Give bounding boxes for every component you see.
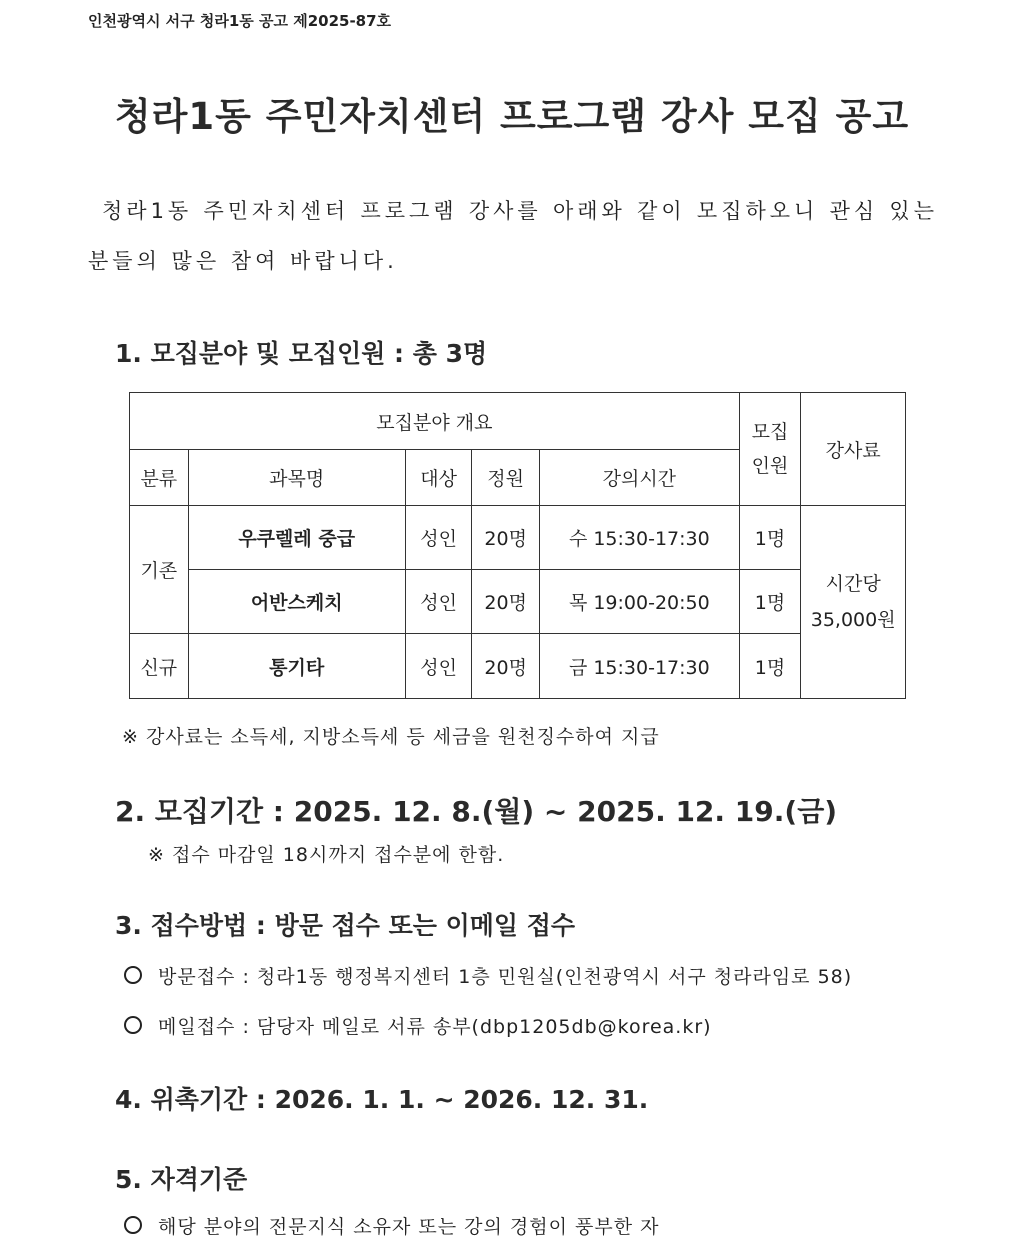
table-row xyxy=(130,570,906,634)
notice-number: 인천광역시 서구 청라1동 공고 제2025-87호 xyxy=(88,12,392,30)
section-4-heading: 4. 위촉기간 : 2026. 1. 1. ~ 2026. 12. 31. xyxy=(115,1085,649,1114)
page-title: 청라1동 주민자치센터 프로그램 강사 모집 공고 xyxy=(114,95,910,138)
fee-line-1: 시간당 xyxy=(825,573,881,595)
target-cell: 성인 xyxy=(405,634,472,699)
category-new: 신규 xyxy=(130,634,189,699)
fee-cell xyxy=(801,506,906,699)
capacity-cell: 20명 xyxy=(472,506,540,570)
time-cell: 목 19:00-20:50 xyxy=(539,570,739,634)
list-item xyxy=(124,962,852,989)
time-cell: 금 15:30-17:30 xyxy=(539,634,739,699)
recruit-cell: 1명 xyxy=(739,634,801,699)
list-item xyxy=(124,1212,659,1239)
visit-application-text: 방문접수 : 청라1동 행정복지센터 1층 민원실(인천광역시 서구 청라라임로 58) xyxy=(158,966,853,988)
section-2-heading: 2. 모집기간 : 2025. 12. 8.(월) ~ 2025. 12. 19.(금) xyxy=(115,795,838,828)
email-application-text: 메일접수 : 담당자 메일로 서류 송부(dbp1205db@korea.kr) xyxy=(158,1016,712,1038)
capacity-cell: 20명 xyxy=(472,634,540,699)
subject-cell: 어반스케치 xyxy=(188,570,405,634)
recruitment-table xyxy=(129,392,906,699)
table-col-time: 강의시간 xyxy=(539,450,739,506)
table-col-subject: 과목명 xyxy=(188,450,405,506)
time-cell: 수 15:30-17:30 xyxy=(539,506,739,570)
target-cell: 성인 xyxy=(405,570,472,634)
list-item xyxy=(124,1012,712,1039)
recruit-cell: 1명 xyxy=(739,506,801,570)
tax-note: ※ 강사료는 소득세, 지방소득세 등 세금을 원천징수하여 지급 xyxy=(122,726,660,748)
table-header-overview: 모집분야 개요 xyxy=(130,393,740,450)
table-header-recruit: 모집 인원 xyxy=(739,393,801,506)
table-row xyxy=(130,506,906,570)
category-existing: 기존 xyxy=(130,506,189,634)
table-col-target: 대상 xyxy=(405,450,472,506)
section-5-heading: 5. 자격기준 xyxy=(115,1165,248,1194)
target-cell: 성인 xyxy=(405,506,472,570)
table-col-category: 분류 xyxy=(130,450,189,506)
circle-bullet-icon xyxy=(124,1216,142,1234)
deadline-note: ※ 접수 마감일 18시까지 접수분에 한함. xyxy=(148,844,505,866)
qualification-text: 해당 분야의 전문지식 소유자 또는 강의 경험이 풍부한 자 xyxy=(158,1216,660,1238)
circle-bullet-icon xyxy=(124,1016,142,1034)
capacity-cell: 20명 xyxy=(472,570,540,634)
subject-cell: 통기타 xyxy=(188,634,405,699)
table-header-fee: 강사료 xyxy=(801,393,906,506)
fee-line-2: 35,000원 xyxy=(810,609,896,631)
table-col-capacity: 정원 xyxy=(472,450,540,506)
section-1-heading: 1. 모집분야 및 모집인원 : 총 3명 xyxy=(115,339,488,368)
intro-paragraph: 청라1동 주민자치센터 프로그램 강사를 아래와 같이 모집하오니 관심 있는 분들의 많은 참여 바랍니다. xyxy=(88,199,938,273)
table-row xyxy=(130,634,906,699)
recruit-cell: 1명 xyxy=(739,570,801,634)
section-3-heading: 3. 접수방법 : 방문 접수 또는 이메일 접수 xyxy=(115,911,576,940)
circle-bullet-icon xyxy=(124,966,142,984)
subject-cell: 우쿠렐레 중급 xyxy=(188,506,405,570)
